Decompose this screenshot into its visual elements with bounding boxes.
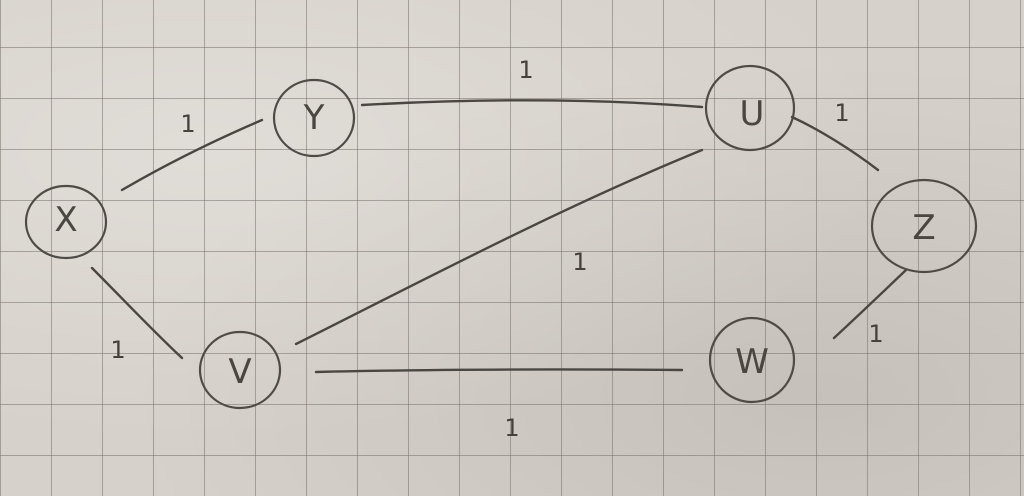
weight-u-v: 1: [572, 248, 588, 276]
edge-y-u: [362, 100, 702, 107]
weight-z-w: 1: [868, 320, 884, 348]
node-v-label: V: [228, 352, 252, 392]
node-x: [26, 186, 106, 258]
edge-u-v: [296, 150, 702, 344]
weight-y-u: 1: [518, 56, 534, 84]
node-z-label: Z: [912, 208, 936, 248]
node-u-label: U: [739, 94, 765, 134]
edge-x-v: [92, 268, 182, 358]
weight-u-z: 1: [834, 99, 850, 127]
node-w: [710, 318, 794, 402]
node-y: [274, 80, 354, 156]
weight-v-w: 1: [504, 414, 520, 442]
node-y-label: Y: [303, 98, 325, 138]
node-w-label: W: [735, 342, 769, 382]
weight-x-v: 1: [110, 336, 126, 364]
weight-x-y: 1: [180, 110, 196, 138]
node-x-label: X: [54, 200, 78, 240]
node-z: [872, 180, 976, 272]
node-v: [200, 332, 280, 408]
edge-v-w: [316, 369, 682, 372]
node-u: [706, 66, 794, 150]
